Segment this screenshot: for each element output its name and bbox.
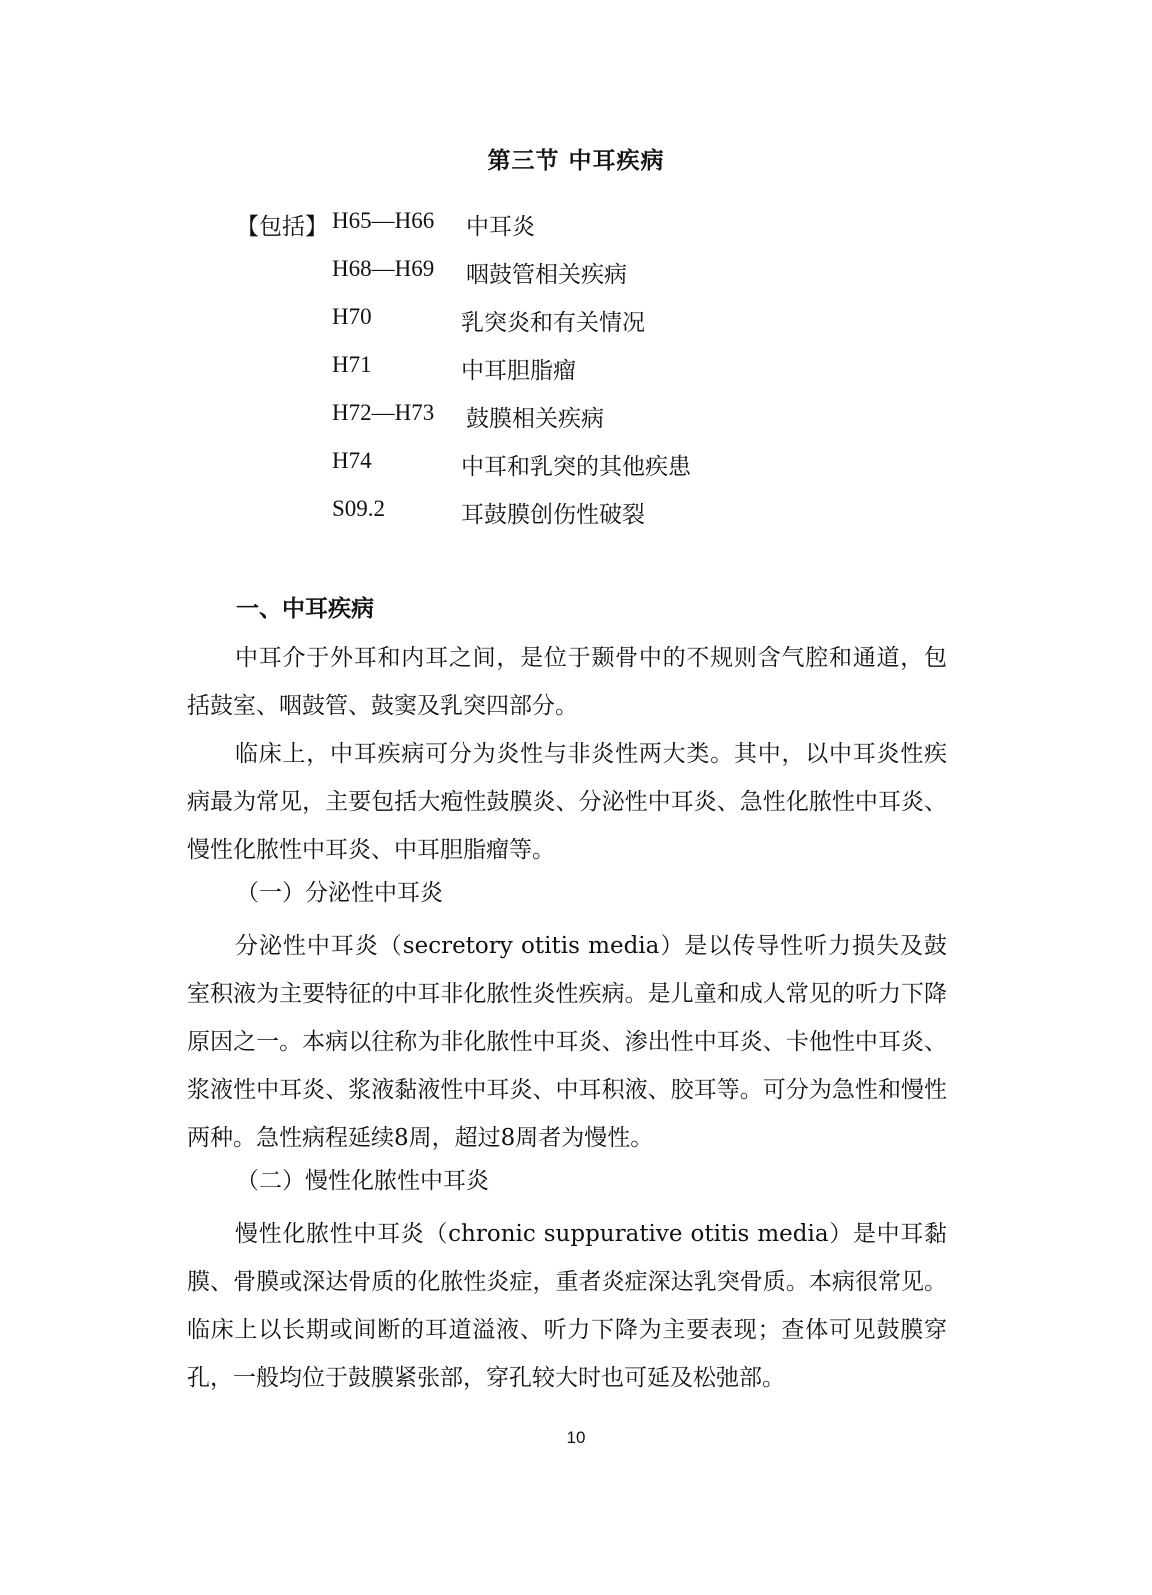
include-desc: 咽鼓管相关疾病 bbox=[466, 262, 627, 288]
subheading: （二）慢性化脓性中耳炎 bbox=[236, 1168, 489, 1194]
subheading: （一）分泌性中耳炎 bbox=[236, 880, 443, 906]
include-code: H72—H73 bbox=[332, 400, 435, 425]
paragraph: 慢性化脓性中耳炎（chronic suppurative otitis media）是中耳黏膜、骨膜或深达骨质的化脓性炎症，重者炎症深达乳突骨质。本病很常见。临床上以长期或间断的耳道溢液、听力下降为主要表现；查体可见鼓膜穿孔，一般均位于鼓膜紧张部，穿孔较大时也可延及松弛部。 bbox=[187, 1221, 947, 1391]
paragraph: 中耳介于外耳和内耳之间，是位于颞骨中的不规则含气腔和通道，包括鼓室、咽鼓管、鼓窦及乳突四部分。 bbox=[187, 645, 947, 719]
include-desc: 耳鼓膜创伤性破裂 bbox=[461, 502, 645, 528]
include-desc: 中耳和乳突的其他疾患 bbox=[461, 454, 691, 480]
include-code: S09.2 bbox=[332, 496, 386, 521]
include-code: H71 bbox=[332, 352, 372, 377]
paragraph: 分泌性中耳炎（secretory otitis media）是以传导性听力损失及鼓室积液为主要特征的中耳非化脓性炎性疾病。是儿童和成人常见的听力下降原因之一。本病以往称为非化脓性中耳炎、渗出性中耳炎、卡他性中耳炎、浆液性中耳炎、浆液黏液性中耳炎、中耳积液、胶耳等。可分为急性和慢性两种。急性病程延续8周，超过8周者为慢性。 bbox=[187, 933, 947, 1151]
include-code: H70 bbox=[332, 304, 372, 329]
paragraph: 临床上，中耳疾病可分为炎性与非炎性两大类。其中，以中耳炎性疾病最为常见，主要包括大疱性鼓膜炎、分泌性中耳炎、急性化脓性中耳炎、慢性化脓性中耳炎、中耳胆脂瘤等。 bbox=[187, 741, 947, 863]
page-number: 10 bbox=[566, 1428, 586, 1447]
include-desc: 中耳炎 bbox=[466, 214, 535, 240]
heading-level-1: 一、中耳疾病 bbox=[236, 596, 374, 622]
include-desc: 中耳胆脂瘤 bbox=[461, 358, 576, 384]
include-code: H65—H66 bbox=[332, 208, 435, 233]
include-code: H74 bbox=[332, 448, 372, 473]
section-title: 第三节 中耳疾病 bbox=[487, 148, 665, 174]
include-code: H68—H69 bbox=[332, 256, 435, 281]
include-label: 【包括】 bbox=[236, 214, 328, 240]
include-desc: 鼓膜相关疾病 bbox=[466, 406, 604, 432]
include-desc: 乳突炎和有关情况 bbox=[461, 310, 645, 336]
